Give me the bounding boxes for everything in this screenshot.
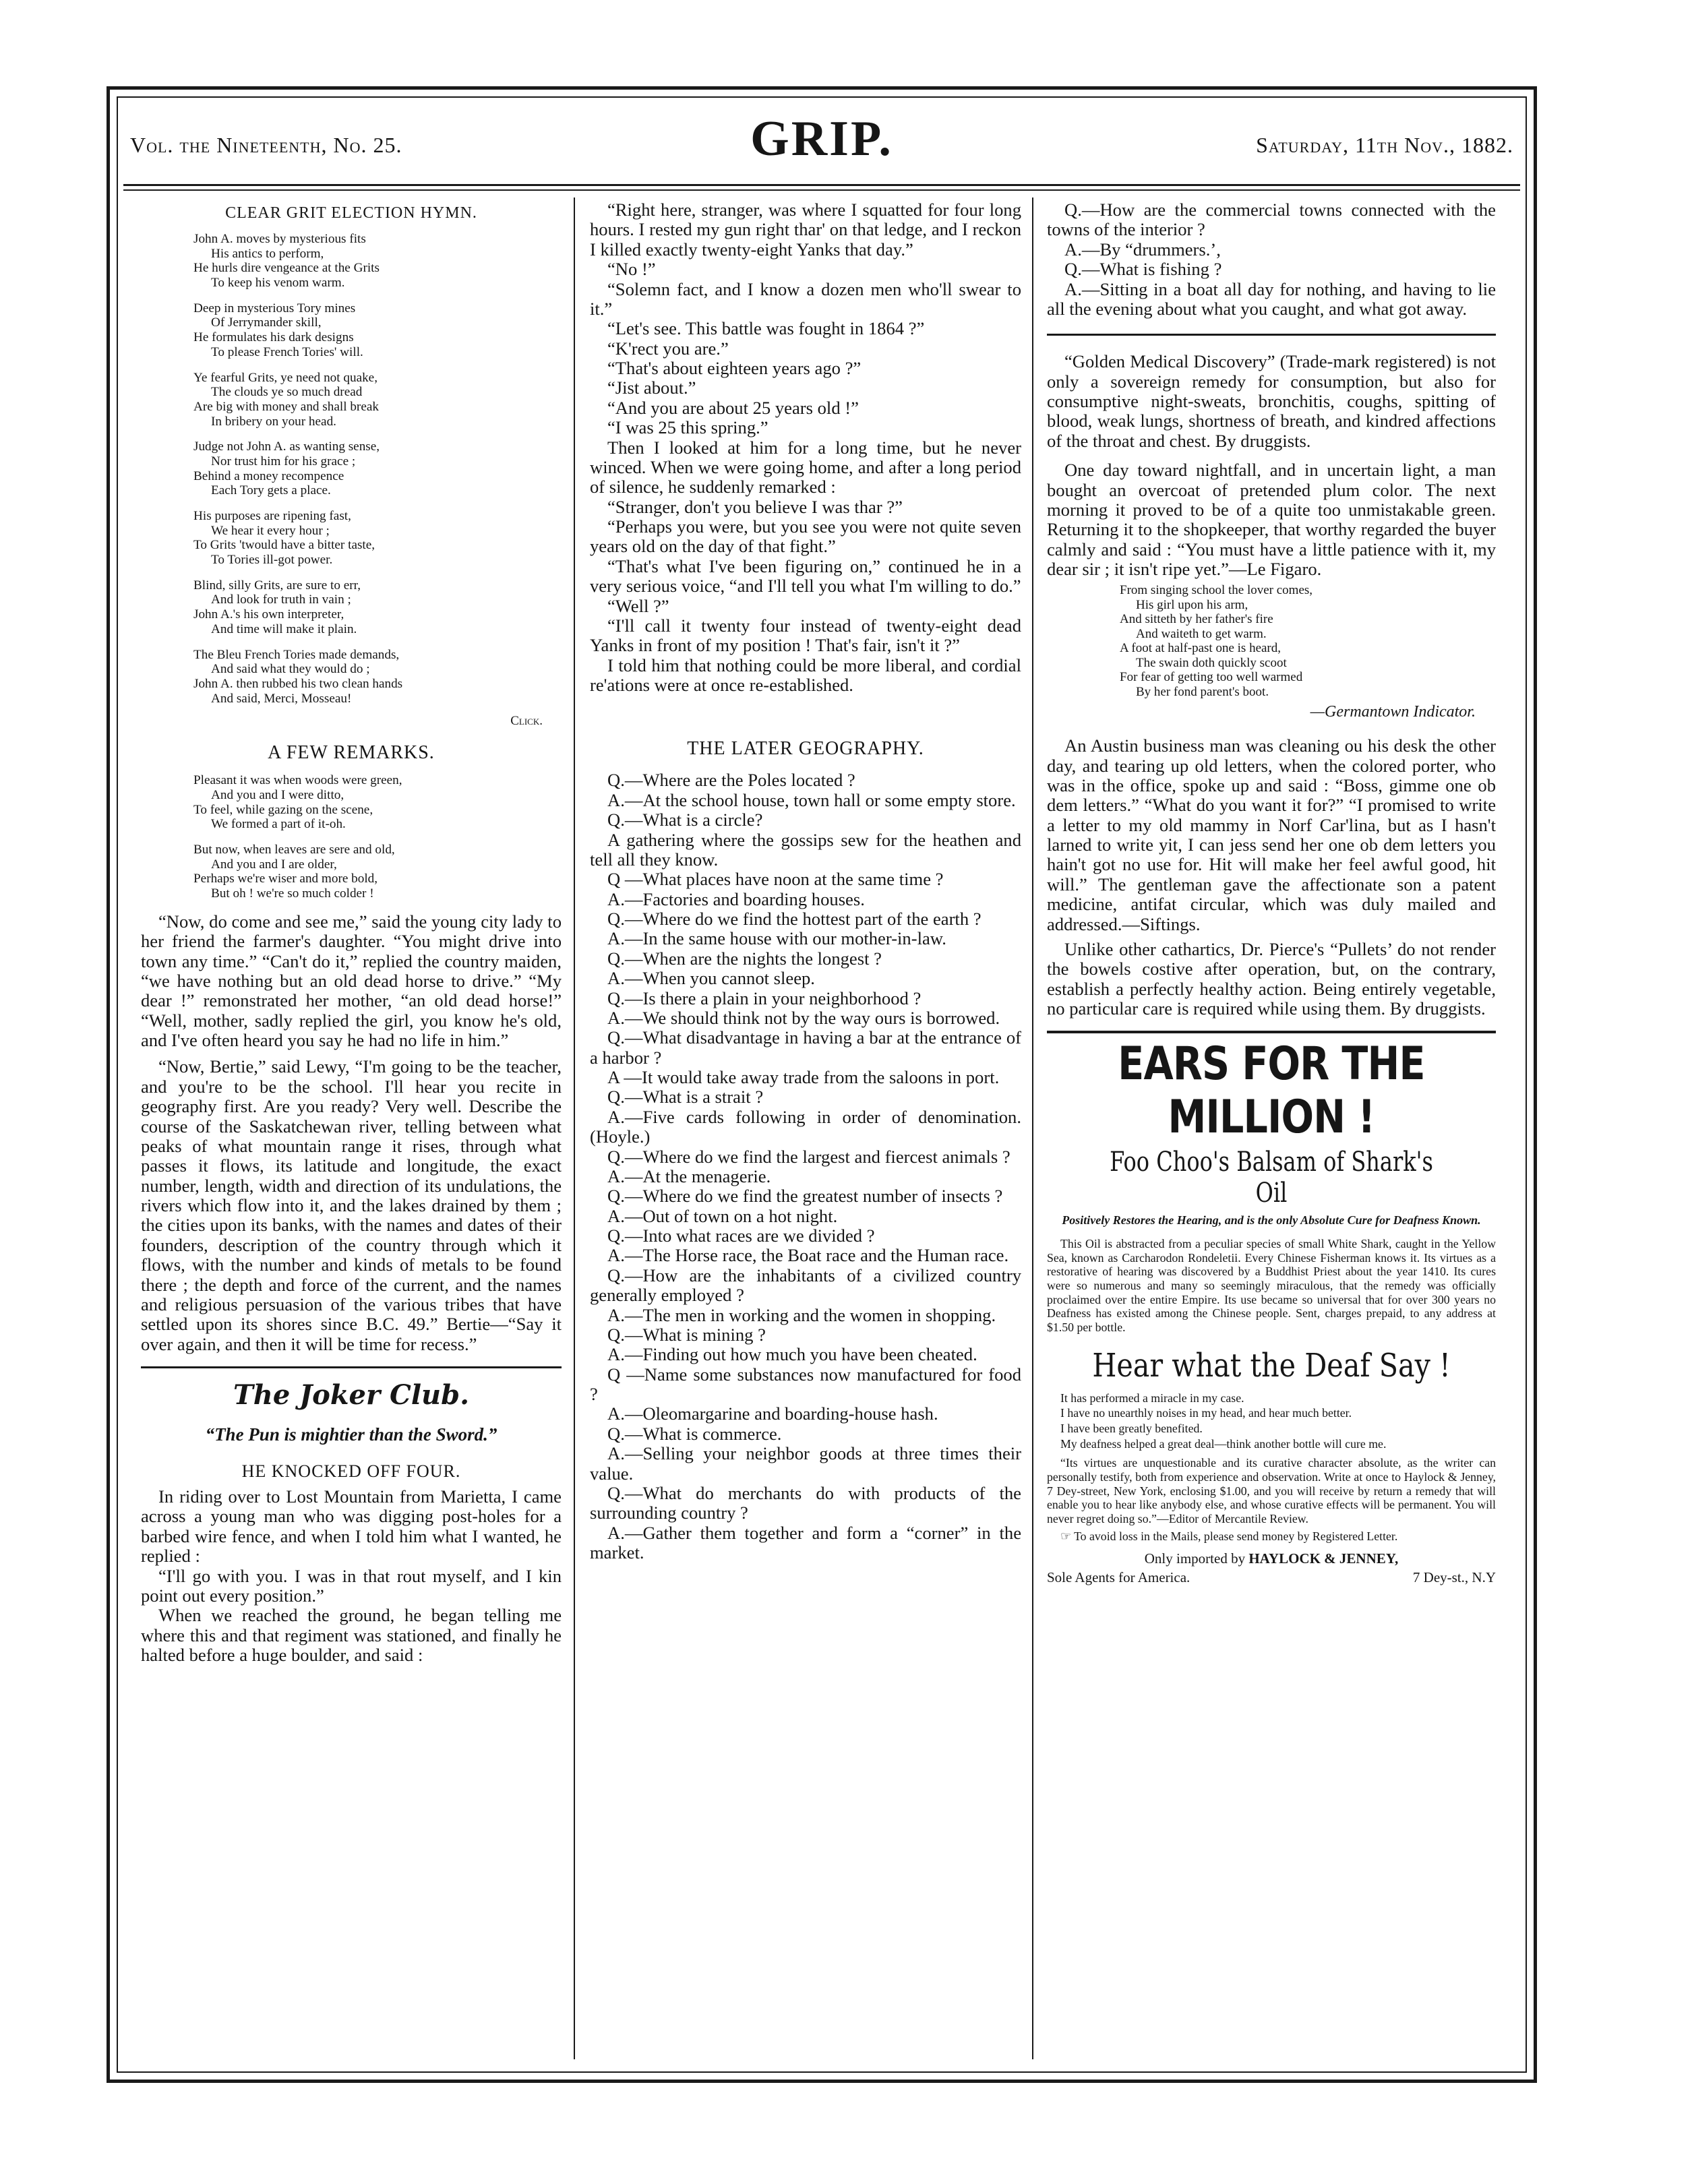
- masthead-rule: [123, 184, 1520, 186]
- section-rule: [141, 1366, 562, 1368]
- qa-line: A.—When you cannot sleep.: [607, 968, 815, 989]
- pierce-pellets-notice: [1047, 940, 1496, 1019]
- poem-line: John A. moves by mysterious fits: [193, 232, 366, 246]
- paragraph: When we reached the ground, he began telling me where this and that regiment was stationed, and finally he halted before a huge boulder, and said :: [141, 1605, 562, 1665]
- paragraph: ☞ To avoid loss in the Mails, please send money by Registered Letter.: [1060, 1529, 1398, 1544]
- paragraph: This Oil is abstracted from a peculiar species of small White Shark, caught in the Yellow Sea, known as Carcharodon Rondeletii. Every Chinese Fisherman knows it. Its virtues as a restorative of hearing was discovered by a Buddhist Priest about the year 1410. Its cures were so numerous and many so seemingly miraculous, that the remedy was officially proclaimed over the entire Empire. Its use became so universal that for over 300 years no Deafness has existed among the Chinese people. Sent, charges prepaid, to any address at $1.50 per bottle.: [1047, 1237, 1496, 1335]
- qa-line: Q.—How are the commercial towns connected with the towns of the interior ?: [1047, 200, 1496, 240]
- poem-line: We hear it every hour ;: [211, 523, 330, 538]
- poem-line: Each Tory gets a place.: [211, 483, 331, 498]
- poem-line: For fear of getting too well warmed: [1120, 670, 1303, 685]
- ad-agents: Sole Agents for America.: [1047, 1569, 1190, 1586]
- poem-line: Of Jerrymander skill,: [211, 315, 322, 330]
- paragraph: “Jist about.”: [607, 377, 696, 398]
- paragraph: “Its virtues are unquestionable and its curative character absolute, as the writer can personally testify, both from experience and observation. Write at once to Haylock & Jenney, 7 Dey-street, New York, enclosing $1.00, and you will receive by return a remedy that will enable you to hear like anybody else, and whose curative effects will be permanent. You will never regret doing so.”—Editor of Mercantile Review.: [1047, 1456, 1496, 1525]
- poem-line: In bribery on your head.: [211, 414, 336, 429]
- column-3: [1047, 200, 1496, 2051]
- qa-line: A.—At the school house, town hall or some empty store.: [607, 789, 1016, 810]
- poem-line: To feel, while gazing on the scene,: [193, 802, 373, 817]
- paragraph: “I'll call it twenty four instead of twenty-eight dead Yanks in front of my position ! That's fair, isn't it ?”: [590, 615, 1021, 656]
- qa-line: A.—We should think not by the way ours is borrowed.: [607, 1007, 1000, 1028]
- qa-line: A.—Out of town on a hot night.: [607, 1205, 838, 1226]
- testimonial: I have been greatly benefited.: [1060, 1421, 1203, 1435]
- stanza: [193, 648, 562, 706]
- paragraph: “Solemn fact, and I know a dozen men who'll swear to it.”: [590, 278, 1021, 319]
- singing-school-poem: [1120, 583, 1496, 699]
- poem-line: To Grits 'twould have a bitter taste,: [193, 538, 375, 553]
- poem-line: And said what they would do ;: [211, 662, 370, 677]
- paragraph: “No !”: [607, 259, 656, 280]
- paragraph: “I'll go with you. I was in that rout myself, and I kin point out every position.”: [141, 1565, 562, 1606]
- column-2: [590, 200, 1021, 2051]
- joker-club-heading: The Joker Club.: [233, 1379, 469, 1411]
- article-bertie: [141, 1057, 562, 1354]
- poem-line: We formed a part of it-oh.: [211, 817, 346, 832]
- testimonial: My deafness helped a great deal—think another bottle will cure me.: [1060, 1436, 1387, 1451]
- qa-line: A.—Gather them together and form a “corner” in the market.: [590, 1522, 1021, 1563]
- poem-line: And look for truth in vain ;: [211, 593, 351, 607]
- section-rule: [1047, 334, 1496, 336]
- paragraph: “Now, Bertie,” said Lewy, “I'm going to be the teacher, and you're to be the school. I'll hear you recite in geography first. Are you ready? Very well. Describe the course of the Saskatchewan river, telling between what peaks of what mountain range it rises, through what passes it flows, its latitude and longitude, the exact number, length, width and direction of its undulations, the rivers which flow into it, and the lakes drained by them ; the cities upon its banks, with the names and dates of their founders, description of the country through which it flows, with the number and kinds of metals to be found there ; the depth and force of the current, and the names and religious persuasion of the various tribes that have settled upon its shores since B.C. 49.” Bertie—“Say it over again, and then it will be time for recess.”: [141, 1056, 562, 1354]
- poem-line: The Bleu French Tories made demands,: [193, 647, 400, 662]
- poem-line: By her fond parent's boot.: [1136, 684, 1269, 699]
- qa-line: Q.—What disadvantage in having a bar at the entrance of a harbor ?: [590, 1027, 1021, 1068]
- story-title: HE KNOCKED OFF FOUR.: [241, 1461, 461, 1481]
- ad-mail-notice: [1047, 1529, 1496, 1544]
- poem-line: And said, Merci, Mosseau!: [211, 691, 352, 706]
- article-dead-horse: [141, 912, 562, 1051]
- austin-anecdote: [1047, 736, 1496, 934]
- paragraph: “That's about eighteen years ago ?”: [607, 358, 862, 378]
- golden-medical-discovery-notice: [1047, 352, 1496, 451]
- poem-line: Behind a money recompence: [193, 468, 344, 483]
- qa-line: A gathering where the gossips sew for the heathen and tell all they know.: [590, 829, 1021, 870]
- poem-line: His girl upon his arm,: [1136, 597, 1248, 612]
- poem-line: To keep his venom warm.: [211, 276, 345, 291]
- poem-line: Deep in mysterious Tory mines: [193, 301, 356, 315]
- poem-line: To Tories ill-got power.: [211, 553, 333, 568]
- paragraph: “I was 25 this spring.”: [607, 417, 768, 438]
- qa-line: A —It would take away trade from the saloons in port.: [607, 1067, 1000, 1087]
- stanza: [193, 843, 562, 901]
- qa-line: Q.—Where do we find the hottest part of the earth ?: [607, 909, 982, 929]
- poem-line: The clouds ye so much dread: [211, 385, 363, 400]
- qa-line: A.—Oleomargarine and boarding-house hash.: [607, 1403, 938, 1424]
- qa-line: A.—By “drummers.’,: [1064, 239, 1221, 260]
- clear-grit-hymn: [193, 232, 562, 706]
- newspaper-title: GRIP.: [750, 111, 893, 166]
- poem-line: Are big with money and shall break: [193, 399, 379, 414]
- paragraph: In riding over to Lost Mountain from Marietta, I came across a young man who was digging post-holes for a barbed wire fence, and when I told him what I wanted, he replied :: [141, 1486, 562, 1567]
- qa-line: A.—In the same house with our mother-in-law.: [607, 928, 946, 949]
- poem-line: John A.'s his own interpreter,: [193, 607, 344, 622]
- qa-line: A.—Selling your neighbor goods at three times their value.: [590, 1443, 1021, 1484]
- ad-editor-quote: [1047, 1456, 1496, 1525]
- poem-line: He formulates his dark designs: [193, 330, 354, 345]
- qa-line: Q.—Into what races are we divided ?: [607, 1225, 875, 1246]
- masthead: [130, 111, 1513, 179]
- qa-line: Q.—What is a strait ?: [607, 1087, 764, 1108]
- stanza: [193, 232, 562, 291]
- qa-line: A.—Sitting in a boat all day for nothing, and having to lie all the evening about what you caught, and what got away.: [1047, 278, 1496, 319]
- story-he-knocked-off-four: [141, 1487, 562, 1665]
- poem-line: A foot at half-past one is heard,: [1120, 641, 1281, 656]
- poem-line: To please French Tories' will.: [211, 344, 363, 359]
- poem-line: But oh ! we're so much colder !: [211, 886, 374, 901]
- newspaper-page: [107, 86, 1537, 2083]
- poem-line: And time will make it plain.: [211, 621, 357, 636]
- qa-line: Q.—When are the nights the longest ?: [607, 948, 882, 969]
- paragraph: “Perhaps you were, but you see you were not quite seven years old on the day of that fight.”: [590, 516, 1021, 557]
- qa-line: Q.—What is fishing ?: [1064, 259, 1222, 280]
- poem-line: And you and I were ditto,: [211, 787, 344, 802]
- stanza: [193, 509, 562, 568]
- paragraph: Then I looked at him for a long time, but he never winced. When we were going home, and after a long period of silence, he suddenly remarked :: [590, 437, 1021, 497]
- ad-address: 7 Dey-st., N.Y: [1412, 1569, 1496, 1586]
- paragraph: “Right here, stranger, was where I squatted for four long hours. I rested my gun right thar' on that ledge, and I reckon I killed exactly twenty-eight Yanks that day.”: [590, 200, 1021, 260]
- column-1: [141, 200, 562, 2051]
- poem-line: John A. then rubbed his two clean hands: [193, 676, 403, 691]
- column-divider-1: [574, 198, 575, 2059]
- poem-line: He hurls dire vengeance at the Grits: [193, 261, 380, 276]
- qa-line: A.—Five cards following in order of denomination. (Hoyle.): [590, 1106, 1021, 1147]
- stanza: [193, 301, 562, 360]
- ad-description: [1047, 1237, 1496, 1334]
- poem-signature: Click.: [510, 714, 543, 729]
- poem-line: Perhaps we're wiser and more bold,: [193, 872, 378, 886]
- paragraph: “And you are about 25 years old !”: [607, 397, 859, 418]
- ad-footer: [1047, 1549, 1496, 1587]
- paragraph: “Golden Medical Discovery” (Trade-mark registered) is not only a sovereign remedy for consumption, but also for consumptive night-sweats, bronchitis, coughs, spitting of blood, weak lungs, shortness of breath, and kindred affections of the throat and chest. By druggists.: [1047, 351, 1496, 451]
- ad-claim: Positively Restores the Hearing, and is the only Absolute Cure for Deafness Known.: [1062, 1213, 1481, 1227]
- poem-line: But now, when leaves are sere and old,: [193, 843, 395, 857]
- ad-headline: EARS FOR THE MILLION !: [1118, 1037, 1425, 1145]
- poem-line: And you and I are older,: [211, 857, 337, 872]
- qa-line: Q.—Where are the Poles located ?: [607, 770, 855, 791]
- ad-imported-by: Only imported by: [1144, 1550, 1246, 1567]
- qa-line: Q.—Where do we find the greatest number of insects ?: [607, 1186, 1003, 1207]
- poem-title-clear-grit: CLEAR GRIT ELECTION HYMN.: [225, 204, 477, 222]
- stanza: [193, 578, 562, 637]
- issue-date: Saturday, 11th Nov., 1882.: [1256, 133, 1513, 157]
- paragraph: “That's what I've been figuring on,” continued he in a very serious voice, “and I'll tell you what I'm willing to do.”: [590, 555, 1021, 597]
- testimonial: It has performed a miracle in my case.: [1060, 1391, 1244, 1405]
- qa-line: A.—The Horse race, the Boat race and the Human race.: [607, 1245, 1009, 1266]
- poem-line: From singing school the lover comes,: [1120, 583, 1313, 598]
- stanza: [193, 371, 562, 429]
- qa-line: A.—At the menagerie.: [607, 1165, 771, 1186]
- section-rule: [1047, 1031, 1496, 1033]
- poem-line: Pleasant it was when woods were green,: [193, 773, 402, 788]
- overcoat-anecdote: [1047, 460, 1496, 579]
- qa-line: Q.—Where do we find the largest and fiercest animals ?: [607, 1146, 1010, 1167]
- qa-line: Q.—What is mining ?: [607, 1324, 766, 1345]
- qa-line: Q.—Is there a plain in your neighborhood ?: [607, 988, 922, 1008]
- qa-line: Q.—How are the inhabitants of a civilized country generally employed ?: [590, 1265, 1021, 1306]
- qa-line: A.—The men in working and the women in shopping.: [607, 1304, 996, 1325]
- paragraph: I told him that nothing could be more liberal, and cordial re'ations were at once re-established.: [590, 655, 1021, 695]
- stanza: [193, 773, 562, 832]
- paragraph: One day toward nightfall, and in uncertain light, a man bought an overcoat of pretended plum color. The next morning it proved to be of a quite too unmistakable green. Returning it to the shopkeeper, that worthy regarded the buyer calmly and said : “You must have a little patience with it, my dear sir ; it isn't ripe yet.”—Le Figaro.: [1047, 460, 1496, 579]
- stanza: [193, 439, 562, 498]
- paragraph: “Stranger, don't you believe I was thar ?”: [607, 496, 903, 517]
- ad-company: HAYLOCK & JENNEY,: [1248, 1550, 1399, 1567]
- poem-line: Blind, silly Grits, are sure to err,: [193, 578, 361, 593]
- poem-line: And waiteth to get warm.: [1136, 626, 1267, 641]
- geography-title: THE LATER GEOGRAPHY.: [687, 738, 924, 760]
- poem-line: His purposes are ripening fast,: [193, 509, 351, 523]
- qa-line: Q.—What is a circle?: [607, 810, 763, 830]
- ad-testimonials: [1047, 1391, 1496, 1451]
- paragraph: “Now, do come and see me,” said the young city lady to her friend the farmer's daughter. “You might drive into town any time.” “Can't do it,” replied the country maiden, “we have nothing but an old dead horse to drive.” “My dear !” remonstrated her mother, “an old dead horse!” “Well, mother, sadly replied the girl, you know he's old, and I've often heard you say he had no life in him.”: [141, 911, 562, 1050]
- ad-testimonial-heading: Hear what the Deaf Say !: [1092, 1346, 1451, 1385]
- masthead-rule-2: [123, 189, 1520, 191]
- paragraph: “Let's see. This battle was fought in 1864 ?”: [607, 318, 925, 339]
- paragraph: “K'rect you are.”: [607, 338, 729, 359]
- qa-line: A.—Finding out how much you have been cheated.: [607, 1344, 977, 1365]
- poem-title-few-remarks: A FEW REMARKS.: [268, 742, 435, 764]
- paragraph: An Austin business man was cleaning ou his desk the other day, and tearing up old letters, when the colored porter, who was in the office, spoke up and said : “Boss, gimme one ob dem letters.” “What do you want it for?” “I promised to write a letter to my old mammy in Norf Car'lina, but as I hasn't larned to write yit, I can jess send her one ob dem letters you hain't got no use for. Hit will make her feel awful good, hit will.” The gentleman gave the affectionate son a patent medicine, antifat circular, which was duly mailed and addressed.—Siftings.: [1047, 735, 1496, 934]
- poem-line: And sitteth by her father's fire: [1120, 612, 1273, 627]
- ears-advertisement: [1047, 1037, 1496, 1587]
- volume-number: Vol. the Nineteenth, No. 25.: [130, 133, 402, 157]
- testimonial: I have no unearthly noises in my head, and hear much better.: [1060, 1406, 1352, 1420]
- paragraph: “Well ?”: [607, 595, 669, 616]
- joker-club-motto: “The Pun is mightier than the Sword.”: [205, 1424, 497, 1445]
- qa-line: A.—Factories and boarding houses.: [607, 888, 865, 909]
- poem-source: —Germantown Indicator.: [1310, 703, 1476, 721]
- few-remarks-poem: [193, 773, 562, 901]
- poem-line: Ye fearful Grits, ye need not quake,: [193, 370, 378, 385]
- column-divider-2: [1032, 198, 1033, 2059]
- poem-line: Judge not John A. as wanting sense,: [193, 439, 380, 454]
- geography-qa-continued: [1047, 200, 1496, 319]
- story-continuation: [590, 200, 1021, 695]
- qa-line: Q —What places have noon at the same time ?: [607, 869, 944, 890]
- ad-product-name: Foo Choo's Balsam of Shark's Oil: [1110, 1147, 1433, 1209]
- poem-line: Nor trust him for his grace ;: [211, 454, 356, 468]
- poem-line: The swain doth quickly scoot: [1136, 655, 1287, 670]
- later-geography-qa: [590, 770, 1021, 1563]
- qa-line: Q.—What do merchants do with products of the surrounding country ?: [590, 1482, 1021, 1523]
- qa-line: Q —Name some substances now manufactured for food ?: [590, 1364, 1021, 1404]
- poem-line: His antics to perform,: [211, 246, 324, 261]
- paragraph: Unlike other cathartics, Dr. Pierce's “Pullets’ do not render the bowels costive after operation, but, on the contrary, establish a perfectly healthy action. Being entirely vegetable, no particular care is required while using them. By druggists.: [1047, 938, 1496, 1019]
- qa-line: Q.—What is commerce.: [607, 1423, 782, 1444]
